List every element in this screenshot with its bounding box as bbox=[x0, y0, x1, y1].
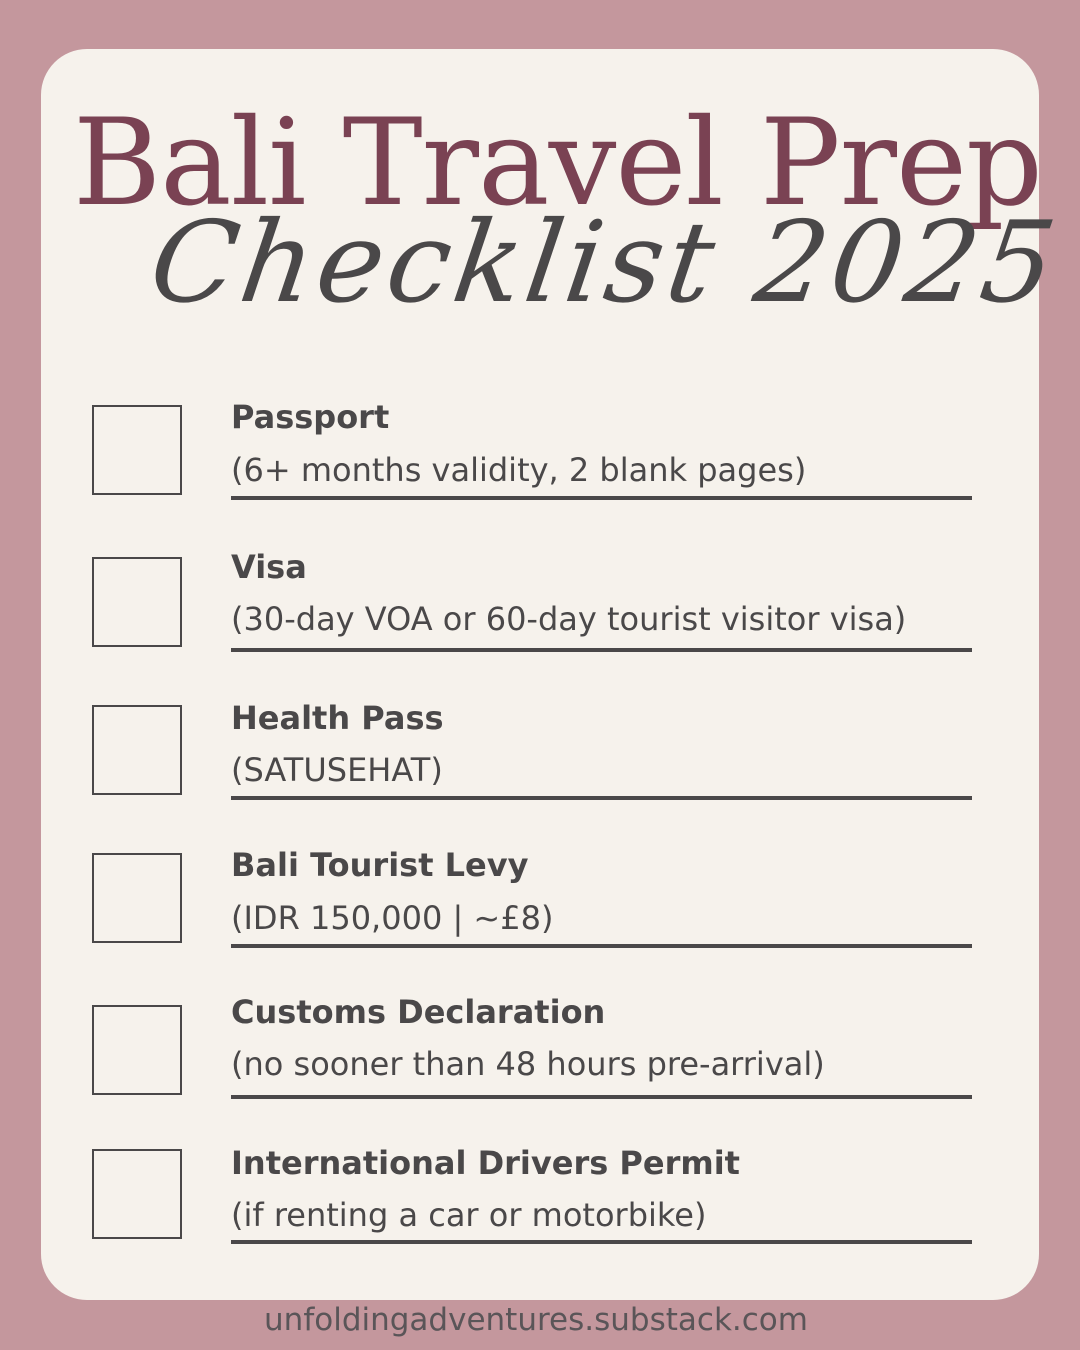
item-title-health-pass: Health Pass bbox=[231, 699, 444, 737]
item-divider bbox=[231, 944, 972, 948]
checkbox-visa[interactable] bbox=[92, 557, 182, 647]
checkbox-drivers-permit[interactable] bbox=[92, 1149, 182, 1239]
item-divider bbox=[231, 496, 972, 500]
page-subtitle: Checklist 2025 bbox=[142, 198, 1067, 328]
item-title-passport: Passport bbox=[231, 398, 390, 436]
item-detail-health-pass: (SATUSEHAT) bbox=[231, 751, 443, 789]
footer-url: unfoldingadventures.substack.com bbox=[264, 1302, 808, 1338]
checkbox-customs-declaration[interactable] bbox=[92, 1005, 182, 1095]
item-detail-visa: (30-day VOA or 60-day tourist visitor visa) bbox=[231, 600, 907, 638]
item-divider bbox=[231, 1240, 972, 1244]
checkbox-health-pass[interactable] bbox=[92, 705, 182, 795]
page-title: Bali Travel Prep bbox=[73, 94, 1042, 233]
item-detail-passport: (6+ months validity, 2 blank pages) bbox=[231, 451, 807, 489]
item-detail-customs-declaration: (no sooner than 48 hours pre-arrival) bbox=[231, 1045, 825, 1083]
checkbox-passport[interactable] bbox=[92, 405, 182, 495]
item-title-tourist-levy: Bali Tourist Levy bbox=[231, 846, 529, 884]
item-divider bbox=[231, 796, 972, 800]
item-detail-tourist-levy: (IDR 150,000 | ~£8) bbox=[231, 899, 554, 937]
item-divider bbox=[231, 648, 972, 652]
item-detail-drivers-permit: (if renting a car or motorbike) bbox=[231, 1196, 707, 1234]
item-divider bbox=[231, 1095, 972, 1099]
item-title-visa: Visa bbox=[231, 548, 307, 586]
checkbox-tourist-levy[interactable] bbox=[92, 853, 182, 943]
item-title-drivers-permit: International Drivers Permit bbox=[231, 1144, 740, 1182]
item-title-customs-declaration: Customs Declaration bbox=[231, 993, 606, 1031]
